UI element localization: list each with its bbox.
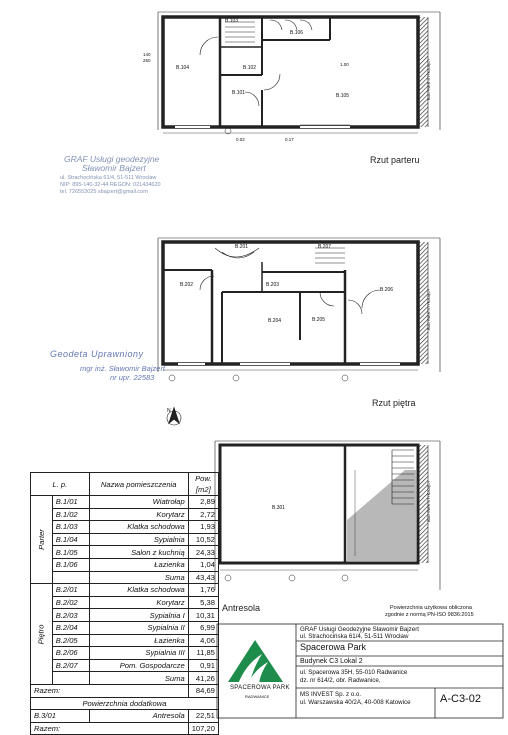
room-name: Pom. Gospodarcze: [89, 659, 188, 672]
room-label-b206: B.206: [380, 287, 394, 293]
room-area: 11,85: [188, 647, 218, 660]
room-area: 1,04: [188, 558, 218, 571]
mezzanine-title: Antresola: [222, 603, 261, 613]
table-row: [31, 710, 219, 723]
stamp-company: GRAF Usługi geodezyjne: [64, 154, 160, 164]
room-name: Sypialnia II: [89, 621, 188, 634]
room-code: B.3/01: [31, 710, 90, 723]
room-code: B.1/06: [52, 558, 89, 571]
room-label-b104: B.104: [176, 65, 190, 71]
room-name: Wiatrołap: [89, 496, 188, 509]
floor-label-pietro: Piętro: [31, 584, 53, 685]
table-row: [31, 647, 219, 660]
room-code: B.2/03: [52, 609, 89, 622]
room-label-b106: B.106: [290, 30, 304, 36]
total-row: [31, 684, 219, 697]
room-area: 24,33: [188, 546, 218, 559]
room-label-b301: B.301: [272, 505, 286, 511]
building-label: Budynek C3 Lokal 2: [300, 658, 363, 665]
stamp-contact: tel. 726553025 sbajzert@gmail.com: [60, 189, 148, 195]
room-label-b204: B.204: [268, 318, 282, 324]
adjacent-building-label-mezz: BUDYNEK STYKAJĄCY: [427, 480, 431, 522]
first-floor-title: Rzut piętra: [372, 398, 416, 408]
room-name: Sypialnia: [89, 533, 188, 546]
extra-header: Powierzchnia dodatkowa: [31, 697, 219, 710]
room-code: B.2/02: [52, 596, 89, 609]
grand-total-row: [31, 722, 219, 735]
room-area: 2,89: [188, 496, 218, 509]
room-code: B.1/04: [52, 533, 89, 546]
sum-row: [31, 571, 219, 584]
spacerowa-park-logo-icon: [228, 640, 283, 684]
table-row: [31, 634, 219, 647]
room-area: 10,52: [188, 533, 218, 546]
empty-cell: [52, 672, 89, 685]
col-header-name: Nazwa pomieszczenia: [89, 473, 188, 496]
table-row: [31, 533, 219, 546]
room-name: Klatka schodowa: [89, 584, 188, 597]
floor-label-parter: Parter: [31, 496, 53, 584]
room-label-b105: B.105: [336, 93, 350, 99]
table-row: [31, 609, 219, 622]
room-area: 4,06: [188, 634, 218, 647]
area-note-line1: Powierzchnia użytkowa obliczona: [390, 605, 472, 611]
room-label-b101: B.101: [232, 90, 246, 96]
room-area: 6,99: [188, 621, 218, 634]
room-code: B.2/05: [52, 634, 89, 647]
table-row: [31, 596, 219, 609]
room-label-b202: B.202: [180, 282, 194, 288]
room-code: B.2/04: [52, 621, 89, 634]
level-label-3: 0.02: [236, 137, 245, 142]
room-area: 1,93: [188, 521, 218, 534]
sheet-number: A-C3-02: [440, 693, 481, 705]
room-code: B.2/01: [52, 584, 89, 597]
north-arrow-label: N: [167, 408, 171, 414]
table-row: [31, 621, 219, 634]
table-row: [31, 659, 219, 672]
grand-total-label: Razem:: [31, 722, 189, 735]
table-row: [31, 558, 219, 571]
surveyor-stamp: [60, 155, 161, 196]
stamp-nip: NIP: 895-140-32-44 REGON: 021434620: [60, 182, 161, 188]
logo-text: SPACEROWA PARK: [230, 685, 290, 691]
empty-cell: [52, 571, 89, 584]
room-label-b207: B.207: [318, 244, 332, 250]
table-header-row: [31, 473, 219, 496]
sum-label: Suma: [89, 672, 188, 685]
level-label: 1.00: [340, 62, 349, 67]
room-area: 2,72: [188, 508, 218, 521]
room-code: B.1/01: [52, 496, 89, 509]
ground-floor-title: Rzut parteru: [370, 155, 420, 165]
col-header-area: Pow. [m2]: [188, 473, 218, 496]
adjacent-building-label-first: BUDYNEK STYKAJĄCY: [427, 288, 431, 330]
logo-subtext: RADWANICE: [245, 694, 270, 699]
table-row: [31, 584, 219, 597]
first-floor-plan: [158, 238, 440, 381]
room-area: 5,38: [188, 596, 218, 609]
geodeta-stamp: [50, 350, 165, 382]
total-value: 84,69: [188, 684, 218, 697]
room-area-table: [30, 472, 219, 735]
stamp-person: Sławomir Bajzert: [82, 163, 146, 173]
room-name: Sypialnia I: [89, 609, 188, 622]
room-name: Salon z kuchnią: [89, 546, 188, 559]
mezzanine-plan: [215, 441, 440, 590]
surveyor-line-2: ul. Strachocińska 61/4, 51-511 Wrocław: [300, 633, 409, 640]
room-name: Korytarz: [89, 596, 188, 609]
room-code: B.1/02: [52, 508, 89, 521]
room-area: 1,76: [188, 584, 218, 597]
geodeta-name: mgr inż. Sławomir Bajzert: [80, 364, 166, 373]
room-code: B.1/03: [52, 521, 89, 534]
room-area: 0,91: [188, 659, 218, 672]
level-label-2: 0.17: [285, 137, 294, 142]
sum-value: 41,26: [188, 672, 218, 685]
investor-line-2: ul. Warszawska 40/2A, 40-008 Katowice: [300, 699, 411, 706]
project-name: Spacerowa Park: [300, 642, 367, 652]
room-area: 10,31: [188, 609, 218, 622]
room-label-b201: B.201: [235, 244, 249, 250]
room-code: B.1/05: [52, 546, 89, 559]
area-note-line2: zgodnie z normą PN-ISO 9836:2015: [385, 612, 474, 618]
room-code: B.2/06: [52, 647, 89, 660]
col-header-lp: L. p.: [31, 473, 90, 496]
room-name: Łazienka: [89, 634, 188, 647]
total-label: Razem:: [31, 684, 189, 697]
geodeta-title: Geodeta Uprawniony: [50, 349, 144, 359]
extra-header-row: [31, 697, 219, 710]
room-label-b102: B.102: [243, 65, 257, 71]
room-code: B.2/07: [52, 659, 89, 672]
table-row: [31, 546, 219, 559]
sum-row: [31, 672, 219, 685]
table-row: [31, 508, 219, 521]
sum-label: Suma: [89, 571, 188, 584]
table-row: [31, 521, 219, 534]
room-name: Łazienka: [89, 558, 188, 571]
surveyor-line-1: GRAF Usługi Geodezyjne Sławomir Bajzert: [300, 626, 419, 633]
room-area: 22,51: [188, 710, 218, 723]
room-name: Antresola: [89, 710, 188, 723]
sum-value: 43,43: [188, 571, 218, 584]
adjacent-building-label: BUDYNEK STYKAJĄCY: [427, 58, 431, 100]
room-name: Klatka schodowa: [89, 521, 188, 534]
height-label-2: 250: [143, 58, 151, 63]
geodeta-number: nr upr. 22583: [110, 373, 155, 382]
room-name: Korytarz: [89, 508, 188, 521]
room-name: Sypialnia III: [89, 647, 188, 660]
address-line-1: ul. Spacerowa 35H, 55-010 Radwanice: [300, 669, 408, 676]
room-label-b103: B.103: [225, 18, 239, 24]
grand-total-value: 107,20: [188, 722, 218, 735]
address-line-2: dz. nr 614/2, obr. Radwanice,: [300, 677, 381, 684]
table-row: [31, 496, 219, 509]
room-label-b203: B.203: [266, 282, 280, 288]
room-label-b205: B.205: [312, 317, 326, 323]
investor-line-1: MS INVEST Sp. z o.o.: [300, 691, 362, 698]
height-label: 140: [143, 52, 151, 57]
stamp-address: ul. Strachocińska 61/4, 51-511 Wrocław: [60, 175, 157, 181]
